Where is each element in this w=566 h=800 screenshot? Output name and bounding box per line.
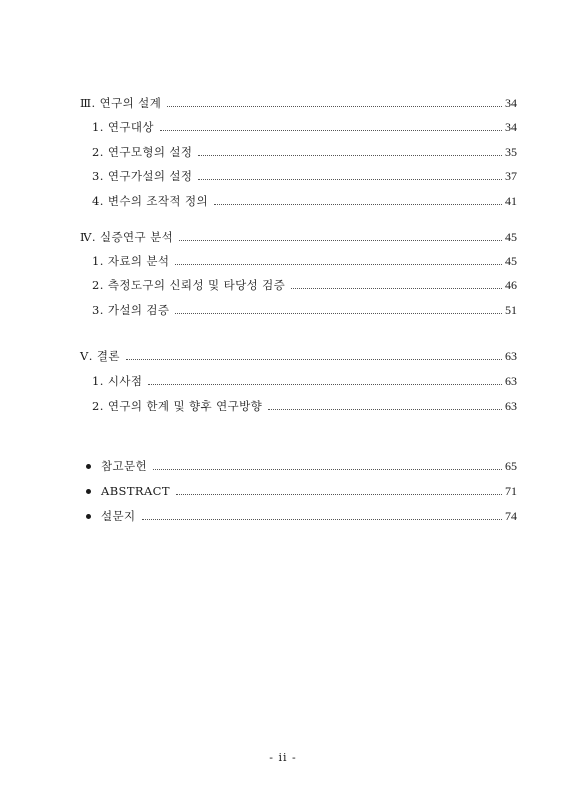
toc-item[interactable] <box>92 370 517 388</box>
bullet-icon <box>86 464 91 469</box>
toc-page-number: 45 <box>505 230 517 244</box>
dot-leader <box>142 518 502 520</box>
toc-item-label: ABSTRACT <box>101 484 170 498</box>
dot-leader <box>198 178 502 180</box>
bullet-icon <box>86 489 91 494</box>
toc-item[interactable] <box>92 190 517 208</box>
toc-item-label: 2. 연구의 한계 및 향후 연구방향 <box>92 399 263 413</box>
toc-section-3[interactable] <box>80 92 517 110</box>
toc-item-label: 4. 변수의 조작적 정의 <box>92 194 209 208</box>
toc-page-number: 34 <box>505 96 517 110</box>
dot-leader <box>198 154 502 156</box>
toc-section-title: Ⅳ. 실증연구 분석 <box>80 230 174 244</box>
toc-item[interactable] <box>92 299 517 317</box>
dot-leader <box>153 468 502 470</box>
toc-item-label: 2. 측정도구의 신뢰성 및 타당성 검증 <box>92 278 286 292</box>
toc-page-number: 46 <box>505 278 517 292</box>
toc-item-label: 1. 자료의 분석 <box>92 254 170 268</box>
toc-item[interactable] <box>92 250 517 268</box>
toc-bullet-item[interactable] <box>86 480 517 498</box>
toc-bullet-item[interactable] <box>86 455 517 473</box>
toc-item-label: 3. 가설의 검증 <box>92 303 170 317</box>
toc-page-number: 63 <box>505 399 517 413</box>
toc-page-number: 37 <box>505 169 517 183</box>
toc-item[interactable] <box>92 141 517 159</box>
dot-leader <box>176 493 502 495</box>
dot-leader <box>160 129 502 131</box>
toc-item[interactable] <box>92 165 517 183</box>
dot-leader <box>214 203 502 205</box>
bullet-icon <box>86 514 91 519</box>
toc-page-number: 51 <box>505 303 517 317</box>
dot-leader <box>175 312 502 314</box>
dot-leader <box>148 383 502 385</box>
toc-item-label: 1. 시사점 <box>92 374 143 388</box>
dot-leader <box>175 263 502 265</box>
toc-page-number: 63 <box>505 374 517 388</box>
toc-page-number: 34 <box>505 120 517 134</box>
toc-bullet-item[interactable] <box>86 505 517 523</box>
toc-page-number: 74 <box>505 509 517 523</box>
toc-page-number: 41 <box>505 194 517 208</box>
toc-section-5[interactable] <box>80 345 517 363</box>
toc-page-number: 71 <box>505 484 517 498</box>
dot-leader <box>291 287 502 289</box>
toc-item-label: 참고문헌 <box>101 459 148 473</box>
toc-item[interactable] <box>92 395 517 413</box>
toc-section-4[interactable] <box>80 226 517 244</box>
toc-item-label: 3. 연구가설의 설정 <box>92 169 193 183</box>
page-footer-number: - ii - <box>269 751 297 764</box>
toc-item[interactable] <box>92 116 517 134</box>
toc-item-label: 설문지 <box>101 509 136 523</box>
dot-leader <box>179 239 502 241</box>
toc-section-title: Ⅴ. 결론 <box>80 349 120 363</box>
dot-leader <box>167 105 502 107</box>
toc-page-number: 45 <box>505 254 517 268</box>
toc-item-label: 2. 연구모형의 설정 <box>92 145 193 159</box>
toc-section-title: Ⅲ. 연구의 설계 <box>80 96 162 110</box>
dot-leader <box>268 408 502 410</box>
toc-item[interactable] <box>92 274 517 292</box>
table-of-contents <box>80 0 517 800</box>
toc-page-number: 65 <box>505 459 517 473</box>
toc-page-number: 63 <box>505 349 517 363</box>
toc-item-label: 1. 연구대상 <box>92 120 154 134</box>
dot-leader <box>126 358 502 360</box>
toc-page-number: 35 <box>505 145 517 159</box>
